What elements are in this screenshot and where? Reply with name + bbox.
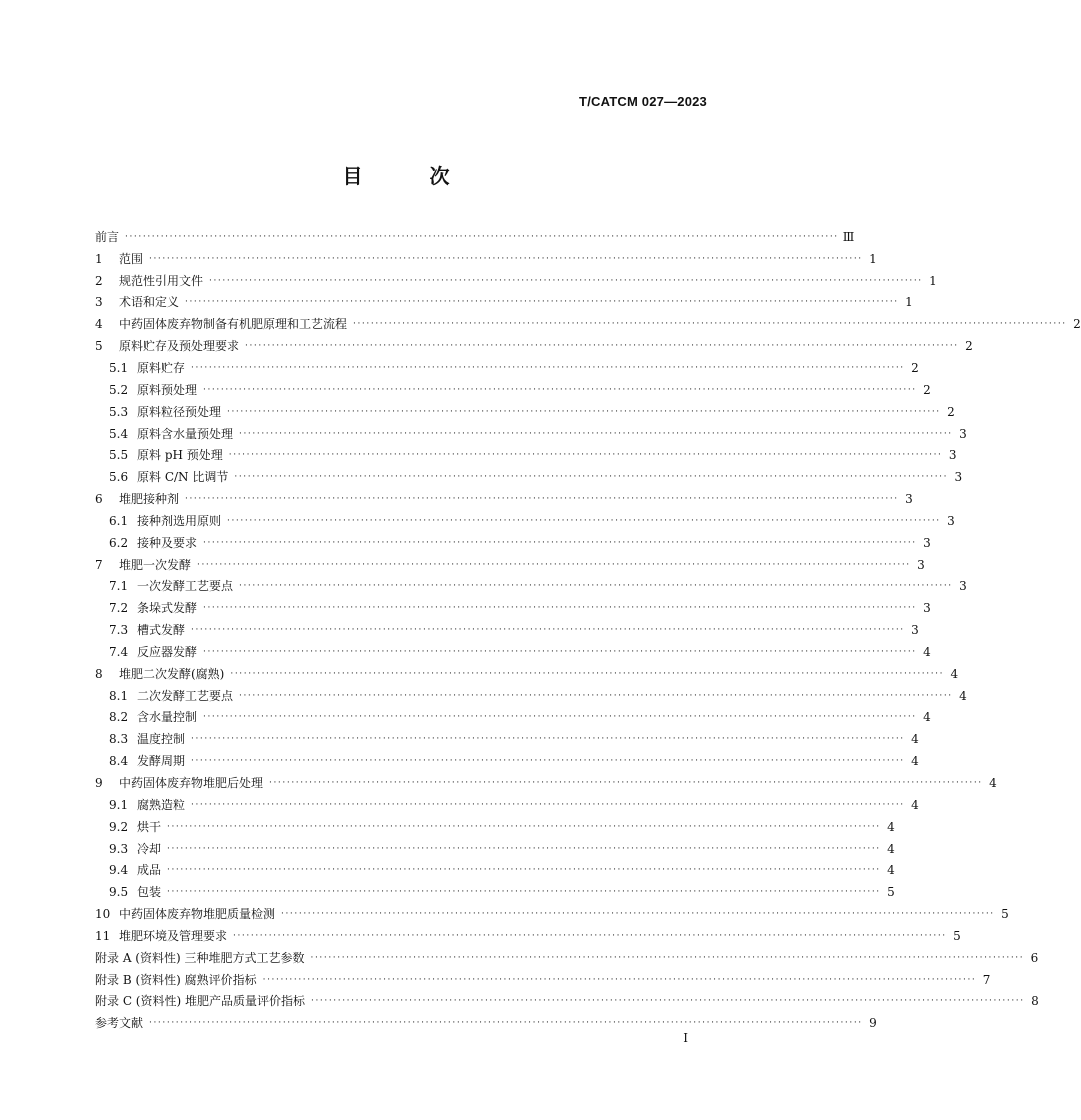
toc-entry[interactable] [95,510,955,532]
toc-leader-dots: ································································································································································ [167,843,881,854]
toc-entry-number: 5.2 [109,382,129,397]
toc-leader-dots: ································································································································································ [185,494,899,505]
toc-leader-dots: ································································································································································ [203,603,917,614]
toc-entry-page: 3 [954,470,963,485]
toc-entry-number: 9.1 [109,797,129,812]
toc-entry-label: 中药固体废弃物堆肥质量检测 [119,907,276,922]
toc-entry-label: 附录 B (资料性) 腐熟评价指标 [95,972,257,987]
toc-entry[interactable] [95,750,919,772]
toc-entry-number: 7.1 [109,579,129,594]
toc-entry-number: 8.4 [109,754,129,769]
toc-leader-dots: ································································································································································ [149,253,863,264]
toc-entry-number: 9.2 [109,819,129,834]
toc-entry[interactable] [95,685,967,707]
toc-entry[interactable] [95,925,961,947]
toc-entry-number: 6.2 [109,535,129,550]
toc-leader-dots: ································································································································································ [185,297,899,308]
toc-leader-dots: ································································································································································ [311,996,1025,1007]
toc-entry[interactable] [95,401,955,423]
toc-leader-dots: ································································································································································ [230,668,945,679]
toc-entry-page: 2 [911,360,919,375]
toc-entry[interactable] [95,969,991,991]
toc-entry[interactable] [95,313,1081,335]
toc-entry[interactable] [95,794,919,816]
toc-entry-number: 2 [95,273,103,288]
toc-entry[interactable] [95,903,1009,925]
toc-entry-page: 4 [911,754,919,769]
toc-leader-dots: ································································································································································ [227,515,941,526]
toc-entry-label: 反应器发酵 [137,644,198,659]
toc-entry-number: 6.1 [109,513,129,528]
toc-entry-page: 4 [887,819,895,834]
toc-entry[interactable] [95,816,895,838]
toc-entry-page: 4 [923,710,931,725]
toc-entry-label: 发酵周期 [137,754,186,769]
toc-entry-label: 含水量控制 [137,710,198,725]
toc-entry-label: 原料粒径预处理 [137,404,222,419]
toc-leader-dots: ································································································································································ [281,909,995,920]
toc-entry-number: 8 [95,666,103,681]
toc-entry-number: 5.4 [109,426,129,441]
toc-entry[interactable] [95,859,895,881]
toc-entry-label: 温度控制 [137,732,186,747]
toc-entry-page: 3 [917,557,925,572]
toc-leader-dots: ································································································································································ [191,625,905,636]
toc-entry-label: 原料 pH 预处理 [137,448,223,463]
toc-leader-dots: ································································································································································ [191,362,905,373]
toc-entry[interactable] [95,335,973,357]
toc-entry-number: 7 [95,557,103,572]
toc-leader-dots: ································································································································································ [227,406,941,417]
toc-entry-label: 冷却 [137,841,162,856]
toc-entry-label: 堆肥一次发酵 [119,557,192,572]
toc-leader-dots: ································································································································································ [191,799,905,810]
toc-entry-page: 4 [923,644,931,659]
standard-code: T/CATCM 027—2023 [579,94,707,109]
toc-entry-label: 规范性引用文件 [119,273,204,288]
toc-leader-dots: ································································································································································ [310,952,1025,963]
toc-entry[interactable] [95,554,925,576]
toc-entry[interactable] [95,444,957,466]
toc-entry-label: 中药固体废弃物堆肥后处理 [119,776,264,791]
toc-entry-number: 8.2 [109,710,129,725]
toc-entry[interactable] [95,991,1039,1013]
toc-entry-number: 9 [95,776,103,791]
toc-entry-number: 7.2 [109,601,129,616]
toc-leader-dots: ································································································································································ [239,581,953,592]
toc-entry-number: 5.5 [109,448,129,463]
toc-entry-label: 条垛式发酵 [137,601,198,616]
toc-leader-dots: ································································································································································ [125,231,839,242]
toc-leader-dots: ································································································································································ [233,930,947,941]
toc-leader-dots: ································································································································································ [203,712,917,723]
toc-entry[interactable] [95,881,895,903]
toc-entry[interactable] [95,270,937,292]
toc-entry-number: 5 [95,339,103,354]
toc-entry-page: Ⅲ [842,229,855,244]
toc-entry-number: 9.4 [109,863,129,878]
toc-leader-dots: ································································································································································ [262,974,977,985]
toc-entry-page: 4 [887,863,895,878]
toc-leader-dots: ································································································································································ [353,319,1067,330]
toc-entry-number: 1 [95,251,103,266]
toc-leader-dots: ································································································································································ [209,275,923,286]
toc-entry-page: 2 [923,382,931,397]
toc-entry-page: 4 [887,841,895,856]
toc-leader-dots: ································································································································································ [167,887,881,898]
toc-entry-page: 2 [1073,317,1081,332]
toc-entry-page: 2 [947,404,955,419]
toc-leader-dots: ································································································································································ [269,778,983,789]
toc-entry-label: 接种剂选用原则 [137,513,222,528]
toc-leader-dots: ································································································································································ [203,384,917,395]
toc-entry-label: 原料 C/N 比调节 [137,470,229,485]
toc-entry[interactable] [95,379,931,401]
toc-entry-label: 成品 [137,863,162,878]
toc-entry-page: 3 [959,579,967,594]
toc-leader-dots: ································································································································································ [245,341,959,352]
toc-entry-page: 3 [923,535,931,550]
toc-entry[interactable] [95,488,913,510]
toc-entry-number: 9.3 [109,841,129,856]
toc-entry-label: 原料贮存 [137,360,186,375]
toc-leader-dots: ································································································································································ [167,865,881,876]
toc-entry-label: 一次发酵工艺要点 [137,579,234,594]
toc-entry-label: 二次发酵工艺要点 [137,688,234,703]
toc-entry-page: 5 [953,928,961,943]
toc-leader-dots: ································································································································································ [197,559,911,570]
toc-leader-dots: ································································································································································ [149,1018,863,1029]
toc-entry-label: 参考文献 [95,1016,144,1031]
toc-entry-page: 6 [1030,950,1039,965]
page-title: 目 次 [342,164,480,188]
toc-entry-label: 前言 [95,229,120,244]
toc-entry[interactable] [95,1012,877,1034]
toc-entry[interactable] [95,947,1039,969]
toc-entry-page: 4 [989,776,997,791]
toc-entry-page: 1 [929,273,937,288]
toc-entry-label: 中药固体废弃物制备有机肥原理和工艺流程 [119,317,348,332]
toc-entry-label: 原料贮存及预处理要求 [119,339,240,354]
toc-entry-page: 1 [869,251,877,266]
toc-entry[interactable] [95,663,959,685]
toc-entry[interactable] [95,728,919,750]
toc-entry-page: 4 [950,666,959,681]
toc-entry-label: 附录 C (资料性) 堆肥产品质量评价指标 [95,994,305,1009]
toc-entry[interactable] [95,532,931,554]
toc-entry[interactable] [95,292,913,314]
toc-entry-number: 8.3 [109,732,129,747]
toc-entry-page: 3 [923,601,931,616]
toc-entry[interactable] [95,423,967,445]
toc-entry-number: 6 [95,492,103,507]
toc-leader-dots: ································································································································································ [239,690,953,701]
toc-entry[interactable] [95,772,997,794]
toc-leader-dots: ································································································································································ [228,450,943,461]
toc-entry-page: 1 [905,295,913,310]
toc-entry-label: 堆肥环境及管理要求 [119,928,228,943]
toc-entry-label: 堆肥二次发酵(腐熟) [119,666,225,681]
toc-leader-dots: ································································································································································ [203,537,917,548]
toc-entry-label: 术语和定义 [119,295,180,310]
toc-entry[interactable] [95,619,919,641]
toc-entry-page: 5 [1001,907,1009,922]
toc-entry[interactable] [95,597,931,619]
toc-leader-dots: ································································································································································ [191,756,905,767]
toc-entry-number: 5.1 [109,360,129,375]
toc-entry-number: 7.4 [109,644,129,659]
toc-entry-label: 堆肥接种剂 [119,492,180,507]
toc-entry-page: 3 [911,623,919,638]
toc-entry-label: 接种及要求 [137,535,198,550]
toc-entry-label: 原料预处理 [137,382,198,397]
toc-entry-label: 包装 [137,885,162,900]
toc-leader-dots: ································································································································································ [203,646,917,657]
toc-entry-page: 4 [911,732,919,747]
toc-entry[interactable] [95,248,877,270]
toc-entry[interactable] [95,357,919,379]
table-of-contents [95,226,1081,1034]
toc-entry-page: 7 [982,972,991,987]
toc-entry-page: 3 [947,513,955,528]
toc-entry[interactable] [95,576,967,598]
toc-entry-label: 附录 A (资料性) 三种堆肥方式工艺参数 [95,950,305,965]
toc-entry-page: 3 [959,426,967,441]
toc-entry-number: 11 [95,928,111,943]
toc-entry-label: 范围 [119,251,144,266]
toc-entry[interactable] [95,838,895,860]
toc-entry-page: 4 [911,797,919,812]
page-number: I [683,1031,688,1045]
toc-leader-dots: ································································································································································ [239,428,953,439]
toc-entry[interactable] [95,466,963,488]
toc-entry-number: 9.5 [109,885,129,900]
toc-entry[interactable] [95,641,931,663]
toc-entry-page: 3 [948,448,957,463]
toc-leader-dots: ································································································································································ [167,821,881,832]
toc-entry-number: 4 [95,317,103,332]
toc-entry-number: 5.6 [109,470,129,485]
toc-entry-number: 7.3 [109,623,129,638]
toc-entry[interactable] [95,226,855,248]
toc-entry-page: 8 [1031,994,1039,1009]
toc-entry-label: 烘干 [137,819,162,834]
toc-entry-label: 原料含水量预处理 [137,426,234,441]
toc-entry-page: 9 [869,1016,877,1031]
toc-entry-page: 3 [905,492,913,507]
toc-entry-page: 5 [887,885,895,900]
toc-entry-number: 5.3 [109,404,129,419]
toc-entry-page: 4 [959,688,967,703]
toc-entry-number: 8.1 [109,688,129,703]
toc-leader-dots: ································································································································································ [191,734,905,745]
toc-entry-number: 10 [95,907,111,922]
toc-leader-dots: ································································································································································ [234,472,949,483]
toc-entry[interactable] [95,707,931,729]
toc-entry-number: 3 [95,295,103,310]
toc-entry-label: 槽式发酵 [137,623,186,638]
toc-entry-label: 腐熟造粒 [137,797,186,812]
toc-entry-page: 2 [965,339,973,354]
